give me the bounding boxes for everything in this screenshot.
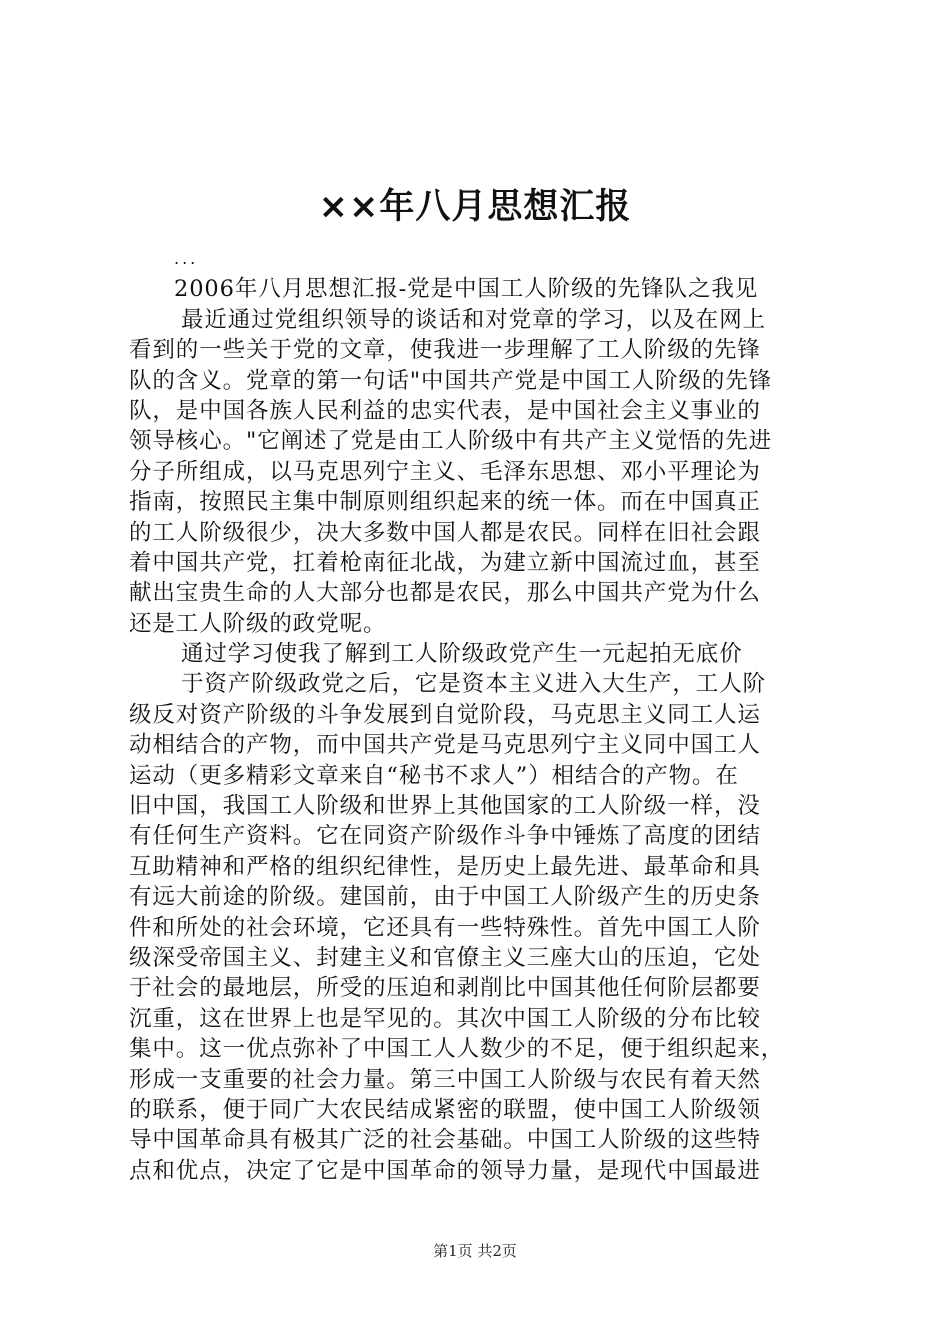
paragraph-line: 集中。这一优点弥补了中国工人人数少的不足，便于组织起来， (129, 1036, 785, 1063)
paragraph-line: 的联系，便于同广大农民结成紧密的联盟，使中国工人阶级领 (129, 1096, 761, 1123)
paragraph-line: 级反对资产阶级的斗争发展到自觉阶段，马克思主义同工人运 (129, 701, 761, 728)
paragraph-line: 的工人阶级很少，决大多数中国人都是农民。同样在旧社会跟 (129, 519, 761, 546)
paragraph-line: 动相结合的产物，而中国共产党是马克思列宁主义同中国工人 (129, 732, 761, 759)
paragraph-line: 2006年八月思想汇报-党是中国工人阶级的先锋队之我见 (174, 276, 759, 303)
paragraph-line: 运动（更多精彩文章来自“秘书不求人”）相结合的产物。在 (129, 762, 739, 789)
paragraph-line: 分子所组成，以马克思列宁主义、毛泽东思想、邓小平理论为 (129, 458, 761, 485)
paragraph-line: 着中国共产党，扛着枪南征北战，为建立新中国流过血，甚至 (129, 549, 761, 576)
document-title: ××年八月思想汇报 (318, 187, 632, 227)
paragraph-line: 于社会的最地层，所受的压迫和剥削比中国其他任何阶层都要 (129, 975, 761, 1002)
paragraph-line: 队的含义。党章的第一句话"中国共产党是中国工人阶级的先锋 (129, 367, 773, 394)
page-number-footer: 第1页 共2页 (433, 1242, 517, 1260)
paragraph-line: 有任何生产资料。它在同资产阶级作斗争中锤炼了高度的团结 (129, 823, 761, 850)
paragraph-line: 形成一支重要的社会力量。第三中国工人阶级与农民有着天然 (129, 1066, 761, 1093)
paragraph-line: 领导核心。"它阐述了党是由工人阶级中有共产主义觉悟的先进 (129, 428, 773, 455)
paragraph-line: 指南，按照民主集中制原则组织起来的统一体。而在中国真正 (129, 489, 761, 516)
paragraph-line: 看到的一些关于党的文章，使我进一步理解了工人阶级的先锋 (129, 337, 761, 364)
paragraph-line: 献出宝贵生命的人大部分也都是农民，那么中国共产党为什么 (129, 580, 761, 607)
paragraph-line: 于资产阶级政党之后，它是资本主义进入大生产，工人阶 (181, 671, 767, 698)
paragraph-line: 还是工人阶级的政党呢。 (129, 610, 387, 637)
paragraph-line: 件和所处的社会环境，它还具有一些特殊性。首先中国工人阶 (129, 914, 761, 941)
paragraph-line: 互助精神和严格的组织纪律性，是历史上最先进、最革命和具 (129, 853, 761, 880)
paragraph-line: 点和优点，决定了它是中国革命的领导力量，是现代中国最进 (129, 1157, 761, 1184)
ellipsis-marker: ... (174, 249, 199, 268)
paragraph-line: 沉重，这在世界上也是罕见的。其次中国工人阶级的分布比较 (129, 1005, 761, 1032)
document-body (129, 244, 834, 1186)
paragraph-line: 级深受帝国主义、封建主义和官僚主义三座大山的压迫，它处 (129, 944, 761, 971)
paragraph-line: 有远大前途的阶级。建国前，由于中国工人阶级产生的历史条 (129, 884, 761, 911)
paragraph-line: 最近通过党组织领导的谈话和对党章的学习，以及在网上 (181, 306, 767, 333)
paragraph-line: 旧中国，我国工人阶级和世界上其他国家的工人阶级一样，没 (129, 793, 761, 820)
paragraph-line: 导中国革命具有极其广泛的社会基础。中国工人阶级的这些特 (129, 1127, 761, 1154)
paragraph-line: 通过学习使我了解到工人阶级政党产生一元起拍无底价 (181, 641, 743, 668)
paragraph-line: 队，是中国各族人民利益的忠实代表，是中国社会主义事业的 (129, 397, 761, 424)
